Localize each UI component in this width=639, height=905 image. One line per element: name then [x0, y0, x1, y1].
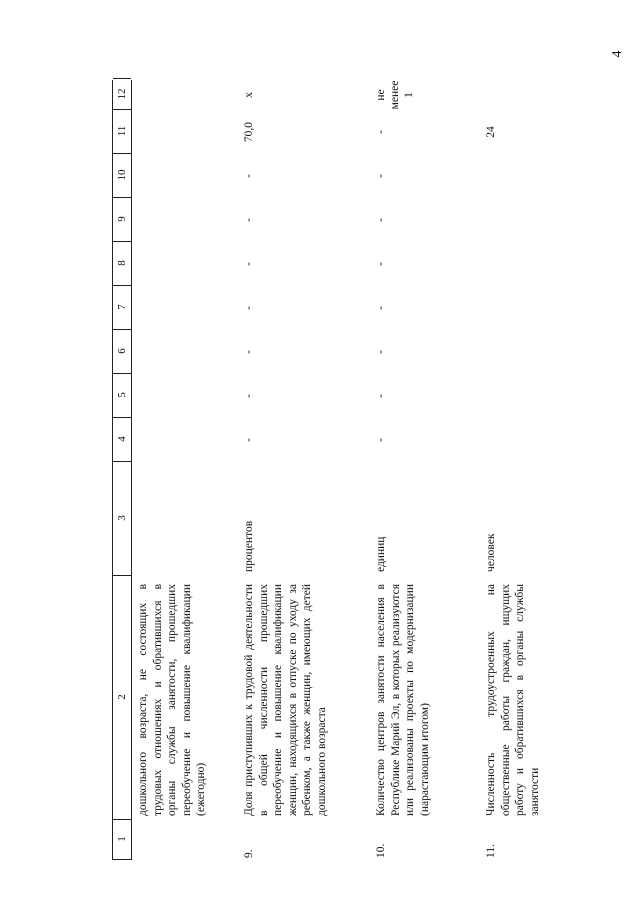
row-9-col-11: 70,0 — [243, 121, 255, 143]
row-9-col-4: - — [243, 438, 255, 442]
row-9-col-8: - — [243, 262, 255, 266]
row-9-col-12: x — [243, 92, 255, 98]
column-header-11: 11 — [113, 109, 131, 154]
row-10-col-8: - — [375, 262, 387, 266]
column-header-2: 2 — [113, 575, 131, 820]
column-header-9: 9 — [113, 197, 131, 242]
row-10-unit: единиц — [375, 536, 387, 572]
row-9-col-9: - — [243, 218, 255, 222]
page-number: 4 — [610, 50, 625, 58]
row-9-col-5: - — [243, 394, 255, 398]
rotated-table — [112, 80, 541, 860]
column-header-6: 6 — [113, 329, 131, 374]
table-header-row — [112, 80, 132, 860]
row-9-col-6: - — [243, 350, 255, 354]
row-9-unit: процентов — [243, 520, 255, 572]
row-10-col-10: - — [375, 174, 387, 178]
row-11-description: Численность трудоустроенных на общественные работы граждан, ищущих работу и обратившихся в органы службы занятости — [485, 584, 541, 816]
column-header-12: 12 — [113, 78, 131, 110]
column-header-1: 1 — [113, 819, 131, 860]
row-11-unit: человек — [485, 533, 497, 572]
row-10-col-5: - — [375, 394, 387, 398]
row-10-col-9: - — [375, 218, 387, 222]
row-11-number: 11. — [485, 844, 497, 858]
row-9-description: Доля приступивших к трудовой деятельности в общей численности прошедших переобучение и повышение квалификации женщин, находящихся в отпуске по уходу за ребенком, а также женщин, имеющих детей дошкольного возраста — [243, 584, 328, 816]
row-9-col-7: - — [243, 306, 255, 310]
row-10-col-6: - — [375, 350, 387, 354]
row-9-col-10: - — [243, 174, 255, 178]
continuation-description: дошкольного возраста, не состоящих в трудовых отношениях и обратившихся в органы службы занятости, прошедших переобучение и повышение квалификации (ежегодно) — [137, 584, 207, 816]
column-header-7: 7 — [113, 285, 131, 330]
row-11-col-11: 24 — [485, 126, 497, 138]
row-10-col-4: - — [375, 438, 387, 442]
column-header-5: 5 — [113, 373, 131, 418]
column-header-4: 4 — [113, 417, 131, 462]
row-10-col-11: - — [375, 130, 387, 134]
row-9-number: 9. — [243, 849, 255, 858]
row-10-number: 10. — [375, 843, 387, 858]
row-10-col-12: не менее 1 — [375, 80, 415, 110]
column-header-8: 8 — [113, 241, 131, 286]
row-10-description: Количество центров занятости населения в Республике Марий Эл, в которых реализуются или реализованы проекты по модернизации (нарастающим итогом) — [375, 584, 431, 816]
column-header-3: 3 — [113, 461, 131, 576]
column-header-10: 10 — [113, 153, 131, 198]
row-10-col-7: - — [375, 306, 387, 310]
